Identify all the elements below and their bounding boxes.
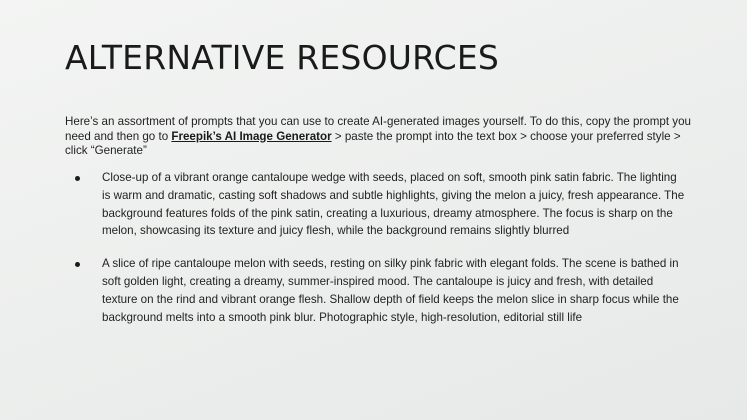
bullet-icon — [75, 262, 80, 267]
list-item — [65, 255, 685, 326]
page-title: ALTERNATIVE RESOURCES — [65, 38, 500, 77]
prompt-text: A slice of ripe cantaloupe melon with seeds, resting on silky pink fabric with elegant folds. The scene is bathed in soft golden light, creating a dreamy, summer-inspired mood. The cantaloupe is juicy and fresh, with detailed texture on the rind and vibrant orange flesh. Shallow depth of field keeps the melon slice in sharp focus while the background melts into a smooth pink blur. Photographic style, high-resolution, editorial still life — [102, 257, 679, 324]
list-item — [65, 169, 685, 240]
ai-image-generator-link[interactable]: Freepik’s AI Image Generator — [171, 129, 332, 143]
intro-text-after-link: > paste the prompt into the text box > choose your preferred style > click “Generate” — [65, 129, 681, 157]
bullet-icon — [75, 176, 80, 181]
intro-paragraph — [65, 115, 697, 159]
prompt-text: Close-up of a vibrant orange cantaloupe wedge with seeds, placed on soft, smooth pink satin fabric. The lighting is warm and dramatic, casting soft shadows and subtle highlights, giving the melon a juicy, fresh appearance. The background features folds of the pink satin, creating a luxurious, dreamy atmosphere. The focus is sharp on the melon, showcasing its texture and juicy flesh, while the background remains slightly blurred — [102, 171, 685, 238]
prompt-list — [65, 169, 685, 341]
intro-text-before-link: Here’s an assortment of prompts that you can use to create AI-generated images yourself. To do this, copy the prompt you need and then go to — [65, 115, 691, 143]
